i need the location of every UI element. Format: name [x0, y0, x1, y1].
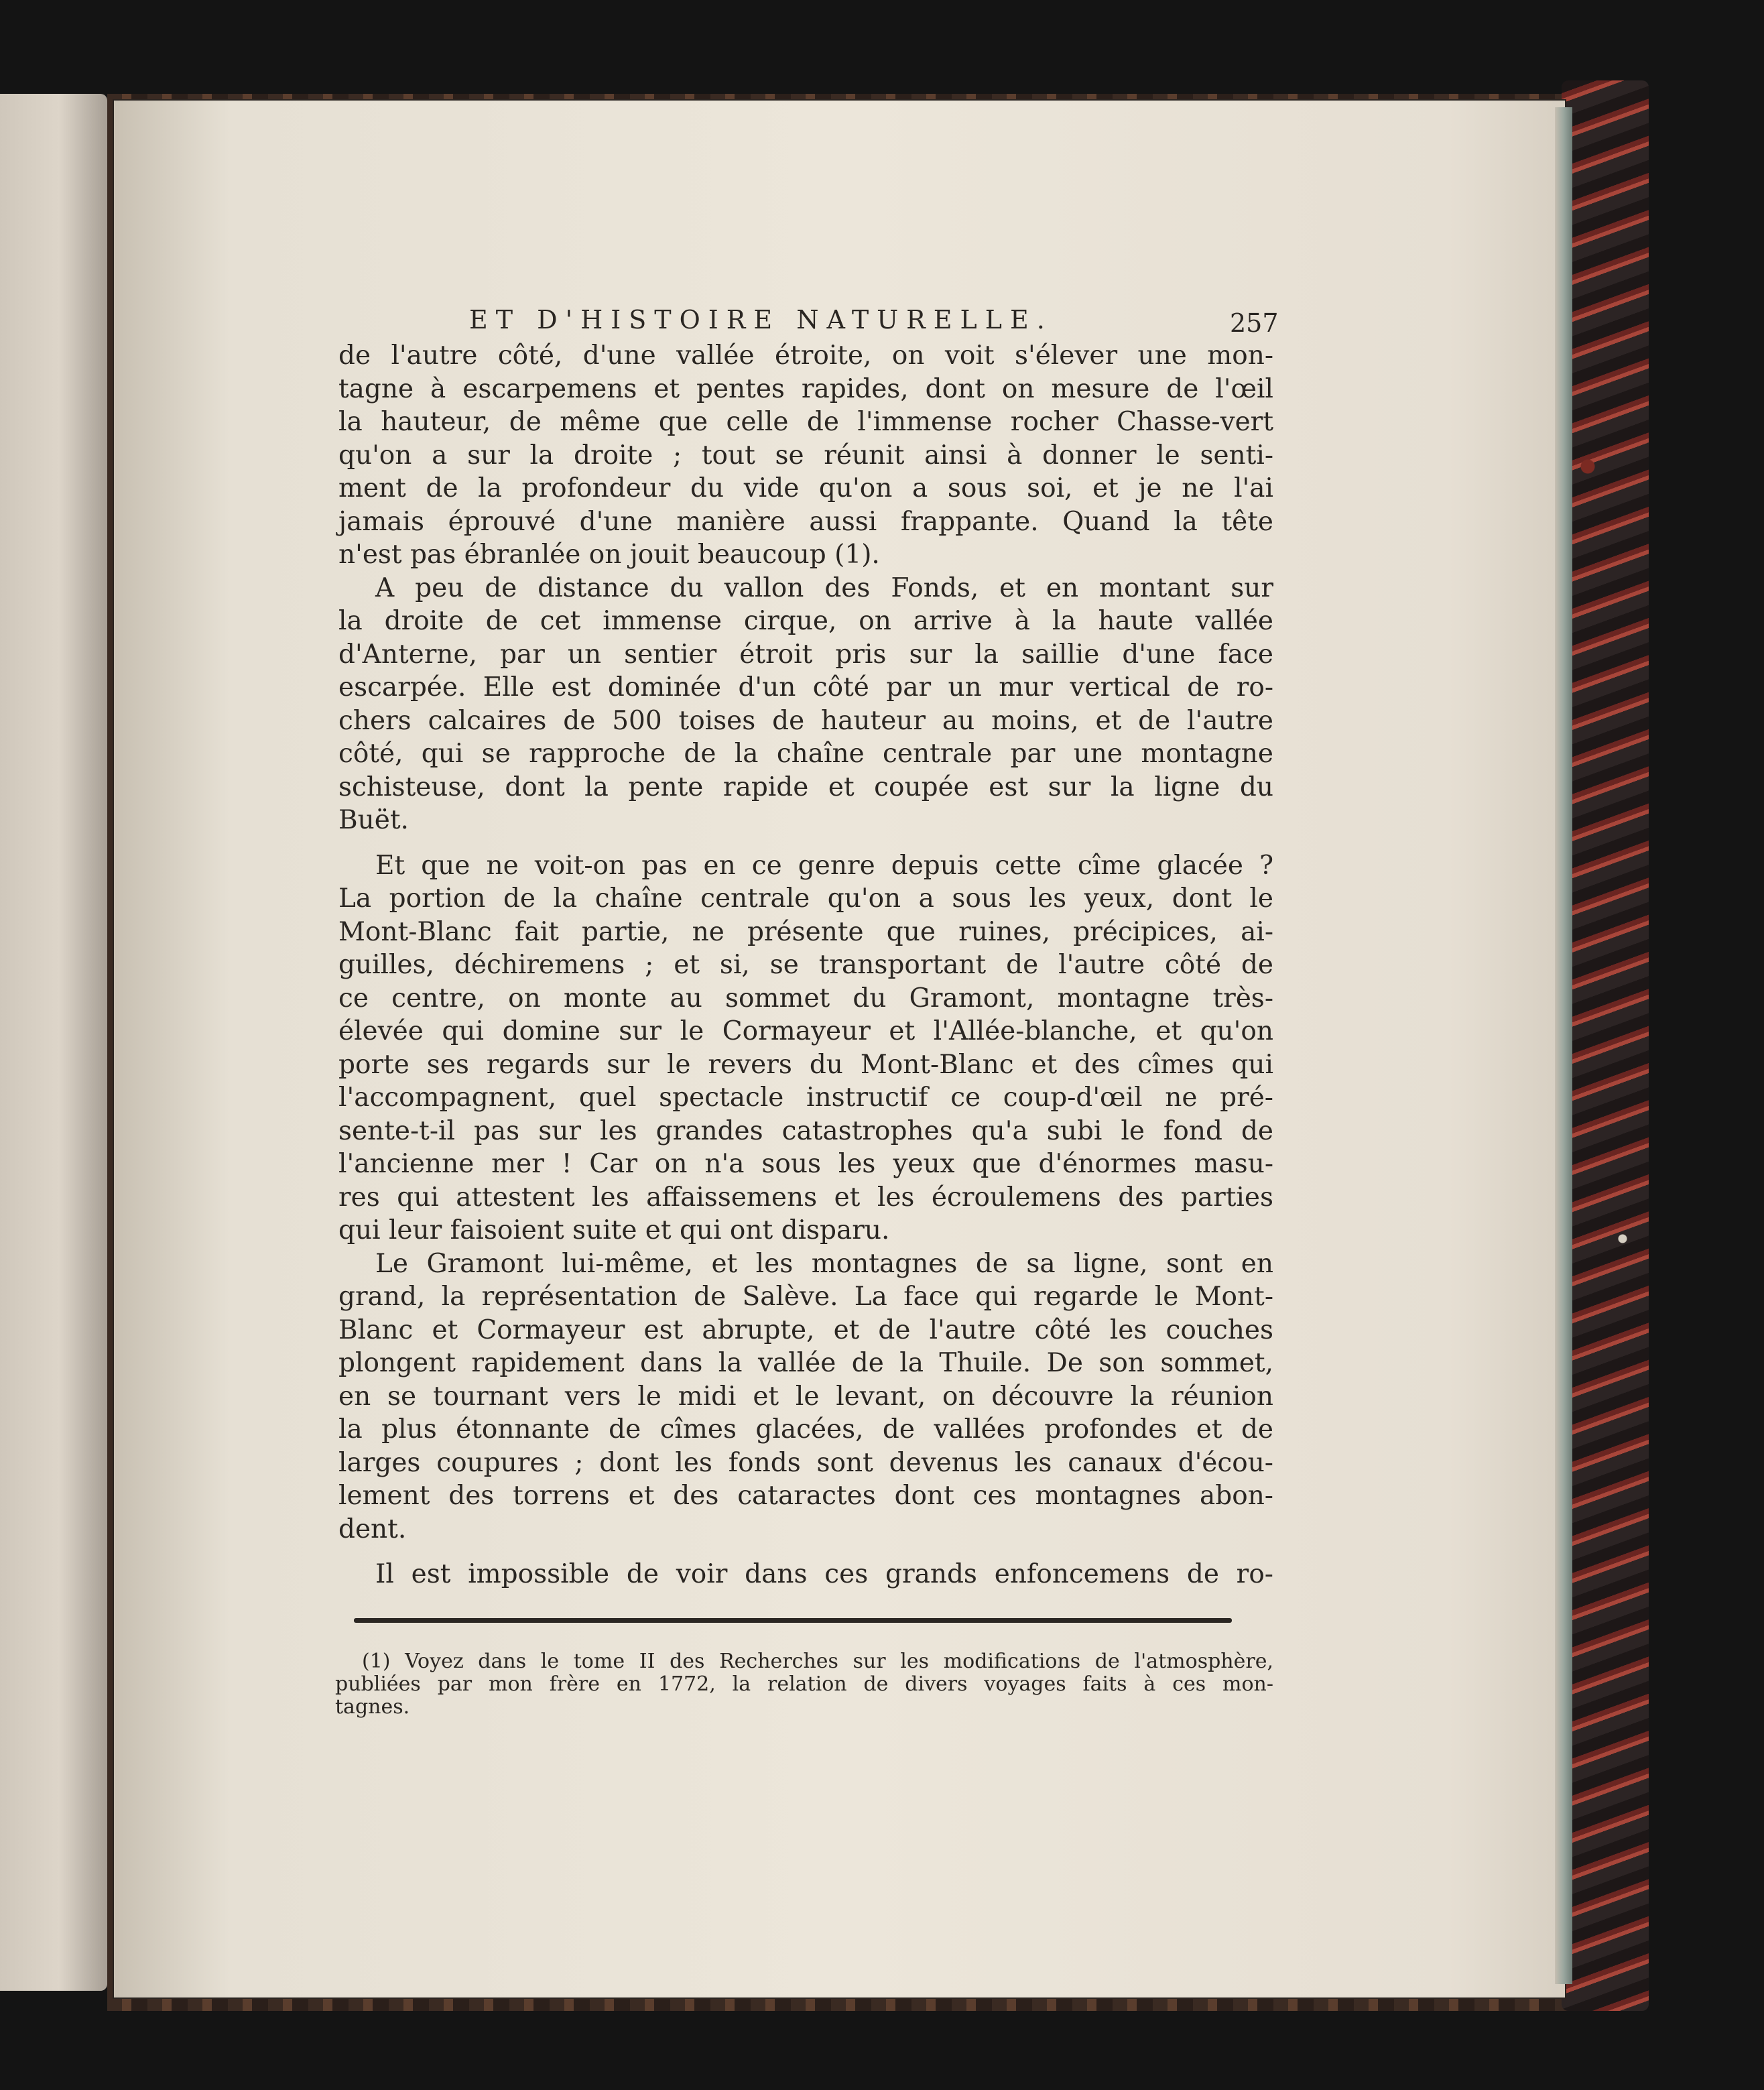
text-line: escarpée. Elle est dominée d'un côté par un mur vertical de ro- — [338, 672, 1273, 702]
text-line: Il est impossible de voir dans ces grands enfoncemens de ro- — [375, 1559, 1273, 1589]
text-line: dent. — [338, 1514, 407, 1544]
text-line: larges coupures ; dont les fonds sont devenus les canaux d'écou- — [338, 1447, 1273, 1478]
text-line: tagne à escarpemens et pentes rapides, dont on mesure de l'œil — [338, 373, 1273, 404]
text-line: élevée qui domine sur le Cormayeur et l'Allée-blanche, et qu'on — [338, 1016, 1273, 1046]
paragraph-gap — [338, 1546, 1273, 1558]
footnote-line: tagnes. — [335, 1695, 410, 1719]
page-edge — [1555, 107, 1572, 1984]
text-line: porte ses regards sur le revers du Mont-Blanc et des cîmes qui — [338, 1049, 1273, 1080]
text-line: qu'on a sur la droite ; tout se réunit ainsi à donner le senti- — [338, 440, 1273, 471]
paragraph-3 — [338, 849, 1273, 1247]
text-line: Blanc et Cormayeur est abrupte, et de l'autre côté les couches — [338, 1314, 1273, 1345]
text-line: plongent rapidement dans la vallée de la Thuile. De son sommet, — [338, 1348, 1273, 1378]
text-line: Mont-Blanc fait partie, ne présente que ruines, précipices, ai- — [338, 916, 1273, 947]
paragraph-1 — [338, 339, 1273, 572]
page-number: 257 — [1230, 308, 1279, 338]
text-line: côté, qui se rapproche de la chaîne centrale par une montagne — [338, 739, 1273, 769]
text-line: sente-t-il pas sur les grandes catastrophes qu'a subi le fond de — [338, 1115, 1273, 1146]
footnote — [335, 1650, 1273, 1719]
paragraph-5 — [338, 1558, 1273, 1591]
running-head: ET D'HISTOIRE NATURELLE. — [469, 305, 1053, 334]
text-line: de l'autre côté, d'une vallée étroite, on voit s'élever une mon- — [338, 341, 1273, 371]
text-line: schisteuse, dont la pente rapide et coupée est sur la ligne du — [338, 772, 1273, 802]
text-line: l'ancienne mer ! Car on n'a sous les yeux que d'énormes masu- — [338, 1149, 1273, 1179]
previous-page-edge — [0, 94, 107, 1991]
paragraph-gap — [338, 837, 1273, 849]
text-line: en se tournant vers le midi et le levant, on découvre la réunion — [338, 1381, 1273, 1412]
text-line: la droite de cet immense cirque, on arrive à la haute vallée — [338, 606, 1273, 636]
text-line: Le Gramont lui-même, et les montagnes de sa ligne, sont en — [375, 1248, 1273, 1279]
text-line: ment de la profondeur du vide qu'on a sous soi, et je ne l'ai — [338, 473, 1273, 503]
footnote-line: (1) Voyez dans le tome II des Recherches sur les modifications de l'atmosphère, — [362, 1650, 1273, 1673]
text-line: l'accompagnent, quel spectacle instructif ce coup-d'œil ne pré- — [338, 1083, 1273, 1113]
text-line: qui leur faisoient suite et qui ont disparu. — [338, 1215, 890, 1245]
text-line: res qui attestent les affaissemens et les écroulemens des parties — [338, 1182, 1273, 1213]
footnote-rule — [354, 1618, 1232, 1623]
text-line: A peu de distance du vallon des Fonds, et en montant sur — [375, 572, 1273, 603]
paragraph-4 — [338, 1247, 1273, 1546]
text-line: grand, la représentation de Salève. La face qui regarde le Mont- — [338, 1282, 1273, 1312]
paragraph-2 — [338, 572, 1273, 837]
body-text — [338, 339, 1273, 1591]
marbled-board — [1562, 80, 1649, 2011]
text-line: n'est pas ébranlée on jouit beaucoup (1). — [338, 540, 880, 570]
text-line: Et que ne voit-on pas en ce genre depuis cette cîme glacée ? — [375, 850, 1273, 881]
text-line: La portion de la chaîne centrale qu'on a sous les yeux, dont le — [338, 883, 1273, 914]
text-line: ce centre, on monte au sommet du Gramont, montagne très- — [338, 983, 1273, 1013]
text-line: chers calcaires de 500 toises de hauteur au moins, et de l'autre — [338, 705, 1273, 736]
footnote-line: publiées par mon frère en 1772, la relation de divers voyages faits à ces mon- — [335, 1672, 1273, 1696]
text-line: jamais éprouvé d'une manière aussi frappante. Quand la tête — [338, 506, 1273, 537]
text-line: d'Anterne, par un sentier étroit pris sur la saillie d'une face — [338, 639, 1273, 670]
text-line: la hauteur, de même que celle de l'immense rocher Chasse-vert — [338, 407, 1273, 437]
text-line: Buët. — [338, 805, 409, 835]
text-line: lement des torrens et des cataractes dont ces montagnes abon- — [338, 1481, 1273, 1511]
text-line: guilles, déchiremens ; et si, se transportant de l'autre côté de — [338, 950, 1273, 980]
text-line: la plus étonnante de cîmes glacées, de vallées profondes et de — [338, 1414, 1273, 1444]
